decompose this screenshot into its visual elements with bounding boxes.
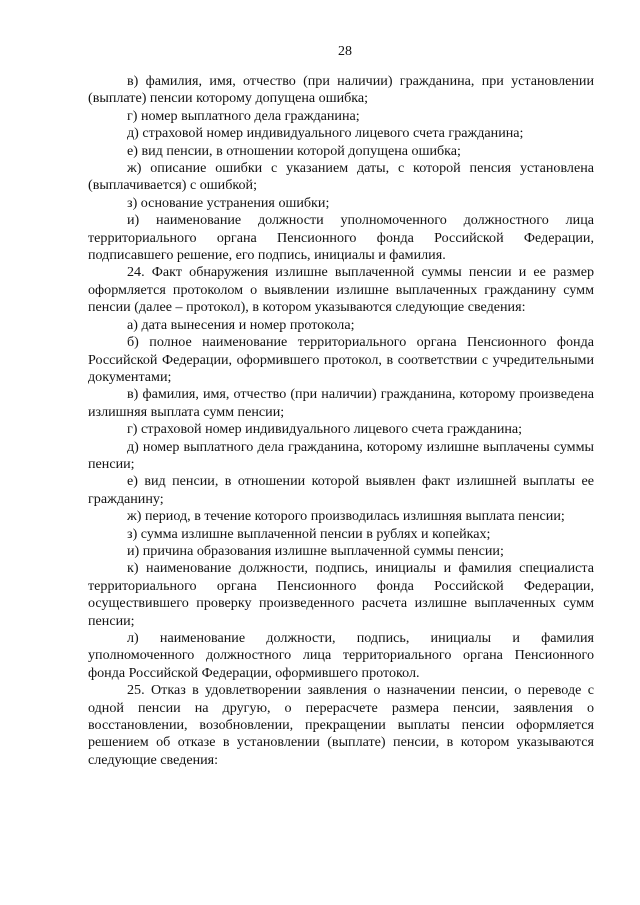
paragraph-item-i: и) наименование должности уполномоченного должностного лица территориального органа Пенсионного фонда Российской Федерации, подписавшего решение, его подпись, инициалы и фамилия. — [88, 212, 594, 264]
paragraph-item-k: к) наименование должности, подпись, инициалы и фамилия специалиста территориального органа Пенсионного фонда Российской Федерации, осуществившего проверку произведенного расчета излишне выплаченных сумм пенсии; — [88, 560, 594, 629]
paragraph-section-24: 24. Факт обнаружения излишне выплаченной суммы пенсии и ее размер оформляется протоколом о выявлении излишне выплаченных гражданину сумм пенсии (далее – протокол), в котором указываются следующие сведения: — [88, 264, 594, 316]
paragraph-item-e-2: е) вид пенсии, в отношении которой выявлен факт излишней выплаты ее гражданину; — [88, 473, 594, 507]
paragraph-item-g: г) номер выплатного дела гражданина; — [127, 107, 360, 124]
paragraph-section-25: 25. Отказ в удовлетворении заявления о назначении пенсии, о переводе с одной пенсии на другую, о перерасчете размера пенсии, заявления о восстановлении, возобновлении, прекращении выплаты пенсии оформляется решением об отказе в установлении (выплате) пенсии, в котором указываются следующие сведения: — [88, 682, 594, 768]
document-body — [88, 73, 594, 769]
paragraph-item-d: д) страховой номер индивидуального лицевого счета гражданина; — [127, 125, 524, 142]
paragraph-item-i-2: и) причина образования излишне выплаченной суммы пенсии; — [127, 542, 504, 559]
paragraph-item-v-2: в) фамилия, имя, отчество (при наличии) гражданина, которому произведена излишняя выплата сумм пенсии; — [88, 386, 594, 420]
paragraph-item-e: е) вид пенсии, в отношении которой допущена ошибка; — [127, 142, 461, 159]
paragraph-item-z: з) основание устранения ошибки; — [127, 194, 330, 211]
paragraph-item-g-2: г) страховой номер индивидуального лицевого счета гражданина; — [127, 421, 523, 438]
paragraph-item-l: л) наименование должности, подпись, инициалы и фамилия уполномоченного должностного лица территориального органа Пенсионного фонда Российской Федерации, оформившего протокол. — [88, 630, 594, 681]
paragraph-item-z-2: з) сумма излишне выплаченной пенсии в рублях и копейках; — [127, 525, 491, 542]
paragraph-item-d-2: д) номер выплатного дела гражданина, которому излишне выплачены суммы пенсии; — [88, 438, 594, 472]
paragraph-item-v: в) фамилия, имя, отчество (при наличии) гражданина, при установлении (выплате) пенсии которому допущена ошибка; — [88, 73, 594, 107]
paragraph-item-zh: ж) описание ошибки с указанием даты, с которой пенсия установлена (выплачивается) с ошибкой; — [88, 160, 594, 194]
paragraph-item-zh-2: ж) период, в течение которого производилась излишняя выплата пенсии; — [127, 508, 565, 525]
paragraph-item-a: а) дата вынесения и номер протокола; — [127, 316, 355, 333]
page-number: 28 — [338, 44, 352, 59]
paragraph-item-b: б) полное наименование территориального органа Пенсионного фонда Российской Федерации, оформившего протокол, в соответствии с учредительными документами; — [88, 334, 594, 385]
